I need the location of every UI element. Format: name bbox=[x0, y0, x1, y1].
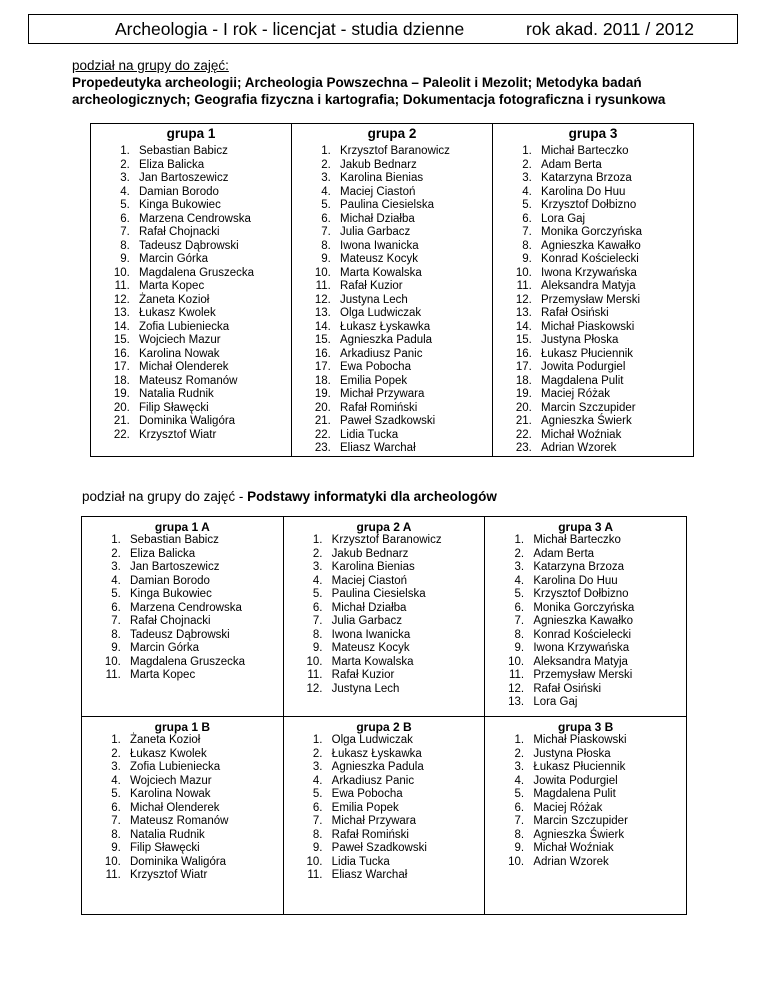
member-name: 4. Jowita Podurgiel bbox=[527, 775, 686, 789]
member-name: 5. Krzysztof Dołbizno bbox=[535, 199, 693, 213]
member-name: 9. Mateusz Kocyk bbox=[326, 642, 485, 656]
member-name: 12. Justyna Lech bbox=[326, 683, 485, 697]
member-name: 9. Michał Woźniak bbox=[527, 842, 686, 856]
member-name: 6. Marzena Cendrowska bbox=[133, 213, 291, 227]
member-name: 4. Arkadiusz Panic bbox=[326, 775, 485, 789]
group-cell bbox=[485, 717, 687, 915]
member-name: 6. Marzena Cendrowska bbox=[124, 602, 283, 616]
member-name: 10. Magdalena Gruszecka bbox=[124, 656, 283, 670]
group-cell bbox=[82, 517, 284, 717]
member-name: 3. Zofia Lubieniecka bbox=[124, 761, 283, 775]
member-name: 11. Marta Kopec bbox=[124, 669, 283, 683]
member-name: 11. Krzysztof Wiatr bbox=[124, 869, 283, 883]
group-cell bbox=[91, 124, 292, 457]
member-name: 2. Jakub Bednarz bbox=[326, 548, 485, 562]
member-name: 6. Lora Gaj bbox=[535, 213, 693, 227]
member-name: 8. Tadeusz Dąbrowski bbox=[124, 629, 283, 643]
member-name: 15. Agnieszka Padula bbox=[334, 334, 492, 348]
member-name: 2. Eliza Balicka bbox=[124, 548, 283, 562]
groups-table-informatics bbox=[81, 516, 687, 915]
member-name: 4. Karolina Do Huu bbox=[535, 186, 693, 200]
intro-heading: podział na grupy do zajęć: bbox=[72, 58, 229, 73]
member-name: 12. Żaneta Kozioł bbox=[133, 294, 291, 308]
group-cell bbox=[485, 517, 687, 717]
member-name: 8. Natalia Rudnik bbox=[124, 829, 283, 843]
member-name: 7. Agnieszka Kawałko bbox=[527, 615, 686, 629]
member-name: 20. Rafał Romiński bbox=[334, 402, 492, 416]
member-name: 4. Maciej Ciastoń bbox=[334, 186, 492, 200]
member-name: 4. Damian Borodo bbox=[133, 186, 291, 200]
group-title: grupa 1 bbox=[166, 126, 216, 141]
member-list bbox=[485, 734, 686, 869]
member-name: 13. Olga Ludwiczak bbox=[334, 307, 492, 321]
member-name: 3. Jan Bartoszewicz bbox=[133, 172, 291, 186]
group-title: grupa 3 bbox=[568, 126, 618, 141]
subheading bbox=[82, 489, 497, 504]
member-name: 16. Karolina Nowak bbox=[133, 348, 291, 362]
member-list bbox=[292, 145, 492, 456]
member-name: 1. Olga Ludwiczak bbox=[326, 734, 485, 748]
group-cell bbox=[493, 124, 694, 457]
member-name: 16. Arkadiusz Panic bbox=[334, 348, 492, 362]
member-name: 3. Karolina Bienias bbox=[326, 561, 485, 575]
member-name: 8. Rafał Romiński bbox=[326, 829, 485, 843]
member-name: 10. Marta Kowalska bbox=[334, 267, 492, 281]
member-list bbox=[485, 534, 686, 710]
member-list bbox=[91, 145, 291, 442]
member-name: 8. Iwona Iwanicka bbox=[326, 629, 485, 643]
member-name: 18. Magdalena Pulit bbox=[535, 375, 693, 389]
member-name: 11. Eliasz Warchał bbox=[326, 869, 485, 883]
member-name: 11. Aleksandra Matyja bbox=[535, 280, 693, 294]
member-name: 21. Agnieszka Świerk bbox=[535, 415, 693, 429]
member-name: 11. Rafał Kuzior bbox=[326, 669, 485, 683]
member-name: 6. Michał Działba bbox=[326, 602, 485, 616]
subheading-prefix: podział na grupy do zajęć - bbox=[82, 489, 248, 504]
member-name: 10. Adrian Wzorek bbox=[527, 856, 686, 870]
member-name: 8. Iwona Iwanicka bbox=[334, 240, 492, 254]
member-name: 2. Jakub Bednarz bbox=[334, 159, 492, 173]
member-list bbox=[284, 734, 485, 883]
member-name: 1. Michał Barteczko bbox=[535, 145, 693, 159]
member-name: 12. Przemysław Merski bbox=[535, 294, 693, 308]
member-name: 4. Damian Borodo bbox=[124, 575, 283, 589]
member-name: 13. Lora Gaj bbox=[527, 696, 686, 710]
member-name: 13. Łukasz Kwolek bbox=[133, 307, 291, 321]
group-title: grupa 1 A bbox=[154, 520, 210, 534]
member-name: 10. Iwona Krzywańska bbox=[535, 267, 693, 281]
member-name: 8. Tadeusz Dąbrowski bbox=[133, 240, 291, 254]
member-name: 10. Aleksandra Matyja bbox=[527, 656, 686, 670]
member-name: 11. Przemysław Merski bbox=[527, 669, 686, 683]
group-title: grupa 3 A bbox=[558, 520, 614, 534]
group-title: grupa 2 B bbox=[356, 720, 412, 734]
member-name: 5. Karolina Nowak bbox=[124, 788, 283, 802]
member-name: 4. Wojciech Mazur bbox=[124, 775, 283, 789]
member-name: 9. Konrad Kościelecki bbox=[535, 253, 693, 267]
intro-block bbox=[72, 57, 732, 108]
document-header bbox=[28, 14, 738, 44]
subheading-course: Podstawy informatyki dla archeologów bbox=[247, 489, 497, 504]
member-name: 10. Lidia Tucka bbox=[326, 856, 485, 870]
member-name: 11. Rafał Kuzior bbox=[334, 280, 492, 294]
member-name: 17. Michał Olenderek bbox=[133, 361, 291, 375]
member-name: 2. Eliza Balicka bbox=[133, 159, 291, 173]
member-name: 1. Sebastian Babicz bbox=[124, 534, 283, 548]
academic-year: rok akad. 2011 / 2012 bbox=[526, 19, 694, 39]
member-name: 5. Paulina Ciesielska bbox=[334, 199, 492, 213]
member-name: 18. Mateusz Romanów bbox=[133, 375, 291, 389]
member-name: 5. Paulina Ciesielska bbox=[326, 588, 485, 602]
member-name: 11. Marta Kopec bbox=[133, 280, 291, 294]
group-title: grupa 2 A bbox=[356, 520, 412, 534]
member-name: 12. Rafał Osiński bbox=[527, 683, 686, 697]
member-name: 14. Michał Piaskowski bbox=[535, 321, 693, 335]
member-name: 2. Łukasz Łyskawka bbox=[326, 748, 485, 762]
member-name: 6. Maciej Różak bbox=[527, 802, 686, 816]
member-name: 10. Marta Kowalska bbox=[326, 656, 485, 670]
member-name: 22. Krzysztof Wiatr bbox=[133, 429, 291, 443]
member-name: 2. Adam Berta bbox=[535, 159, 693, 173]
member-name: 16. Łukasz Płuciennik bbox=[535, 348, 693, 362]
member-name: 2. Łukasz Kwolek bbox=[124, 748, 283, 762]
member-name: 5. Kinga Bukowiec bbox=[133, 199, 291, 213]
member-name: 1. Żaneta Kozioł bbox=[124, 734, 283, 748]
member-name: 9. Paweł Szadkowski bbox=[326, 842, 485, 856]
member-name: 23. Adrian Wzorek bbox=[535, 442, 693, 456]
member-name: 14. Zofia Lubieniecka bbox=[133, 321, 291, 335]
group-cell bbox=[283, 517, 485, 717]
member-name: 10. Magdalena Gruszecka bbox=[133, 267, 291, 281]
member-name: 2. Justyna Płoska bbox=[527, 748, 686, 762]
group-title: grupa 2 bbox=[367, 126, 417, 141]
member-name: 8. Agnieszka Kawałko bbox=[535, 240, 693, 254]
member-name: 6. Emilia Popek bbox=[326, 802, 485, 816]
member-name: 1. Michał Barteczko bbox=[527, 534, 686, 548]
member-name: 14. Łukasz Łyskawka bbox=[334, 321, 492, 335]
member-name: 4. Karolina Do Huu bbox=[527, 575, 686, 589]
member-name: 19. Natalia Rudnik bbox=[133, 388, 291, 402]
member-name: 21. Paweł Szadkowski bbox=[334, 415, 492, 429]
member-name: 3. Katarzyna Brzoza bbox=[527, 561, 686, 575]
member-name: 3. Katarzyna Brzoza bbox=[535, 172, 693, 186]
course-list: Propedeutyka archeologii; Archeologia Powszechna – Paleolit i Mezolit; Metodyka badań archeologicznych; Geografia fizyczna i kartografia; Dokumentacja fotograficzna i rysunkowa bbox=[72, 75, 666, 107]
member-name: 7. Michał Przywara bbox=[326, 815, 485, 829]
member-name: 9. Mateusz Kocyk bbox=[334, 253, 492, 267]
group-cell bbox=[82, 717, 284, 915]
member-name: 5. Krzysztof Dołbizno bbox=[527, 588, 686, 602]
member-name: 7. Mateusz Romanów bbox=[124, 815, 283, 829]
member-name: 9. Marcin Górka bbox=[124, 642, 283, 656]
member-name: 1. Krzysztof Baranowicz bbox=[326, 534, 485, 548]
member-name: 6. Michał Olenderek bbox=[124, 802, 283, 816]
member-name: 5. Magdalena Pulit bbox=[527, 788, 686, 802]
member-name: 7. Rafał Chojnacki bbox=[133, 226, 291, 240]
member-name: 9. Marcin Górka bbox=[133, 253, 291, 267]
group-title: grupa 1 B bbox=[154, 720, 210, 734]
member-name: 7. Rafał Chojnacki bbox=[124, 615, 283, 629]
member-name: 5. Ewa Pobocha bbox=[326, 788, 485, 802]
member-name: 15. Justyna Płoska bbox=[535, 334, 693, 348]
member-name: 1. Sebastian Babicz bbox=[133, 145, 291, 159]
member-name: 3. Jan Bartoszewicz bbox=[124, 561, 283, 575]
group-title: grupa 3 B bbox=[557, 720, 614, 734]
group-cell bbox=[292, 124, 493, 457]
member-name: 3. Agnieszka Padula bbox=[326, 761, 485, 775]
member-name: 20. Marcin Szczupider bbox=[535, 402, 693, 416]
member-name: 21. Dominika Waligóra bbox=[133, 415, 291, 429]
member-name: 18. Emilia Popek bbox=[334, 375, 492, 389]
course-title: Archeologia - I rok - licencjat - studia dzienne bbox=[115, 19, 465, 39]
member-name: 15. Wojciech Mazur bbox=[133, 334, 291, 348]
member-name: 17. Jowita Podurgiel bbox=[535, 361, 693, 375]
member-name: 9. Iwona Krzywańska bbox=[527, 642, 686, 656]
member-name: 19. Michał Przywara bbox=[334, 388, 492, 402]
member-name: 17. Ewa Pobocha bbox=[334, 361, 492, 375]
member-list bbox=[284, 534, 485, 696]
member-name: 13. Rafał Osiński bbox=[535, 307, 693, 321]
groups-table-main bbox=[90, 123, 694, 457]
member-name: 4. Maciej Ciastoń bbox=[326, 575, 485, 589]
member-list bbox=[82, 734, 283, 883]
member-name: 1. Krzysztof Baranowicz bbox=[334, 145, 492, 159]
member-name: 9. Filip Sławęcki bbox=[124, 842, 283, 856]
member-name: 20. Filip Sławęcki bbox=[133, 402, 291, 416]
member-name: 7. Marcin Szczupider bbox=[527, 815, 686, 829]
member-name: 7. Monika Gorczyńska bbox=[535, 226, 693, 240]
member-name: 7. Julia Garbacz bbox=[334, 226, 492, 240]
member-name: 12. Justyna Lech bbox=[334, 294, 492, 308]
member-name: 3. Łukasz Płuciennik bbox=[527, 761, 686, 775]
member-name: 6. Michał Działba bbox=[334, 213, 492, 227]
member-name: 2. Adam Berta bbox=[527, 548, 686, 562]
member-name: 6. Monika Gorczyńska bbox=[527, 602, 686, 616]
member-name: 7. Julia Garbacz bbox=[326, 615, 485, 629]
member-name: 23. Eliasz Warchał bbox=[334, 442, 492, 456]
group-cell bbox=[283, 717, 485, 915]
member-name: 19. Maciej Różak bbox=[535, 388, 693, 402]
member-name: 22. Lidia Tucka bbox=[334, 429, 492, 443]
member-name: 3. Karolina Bienias bbox=[334, 172, 492, 186]
member-name: 5. Kinga Bukowiec bbox=[124, 588, 283, 602]
member-list bbox=[493, 145, 693, 456]
member-name: 8. Agnieszka Świerk bbox=[527, 829, 686, 843]
member-name: 1. Michał Piaskowski bbox=[527, 734, 686, 748]
member-name: 22. Michał Woźniak bbox=[535, 429, 693, 443]
member-list bbox=[82, 534, 283, 683]
member-name: 8. Konrad Kościelecki bbox=[527, 629, 686, 643]
member-name: 10. Dominika Waligóra bbox=[124, 856, 283, 870]
